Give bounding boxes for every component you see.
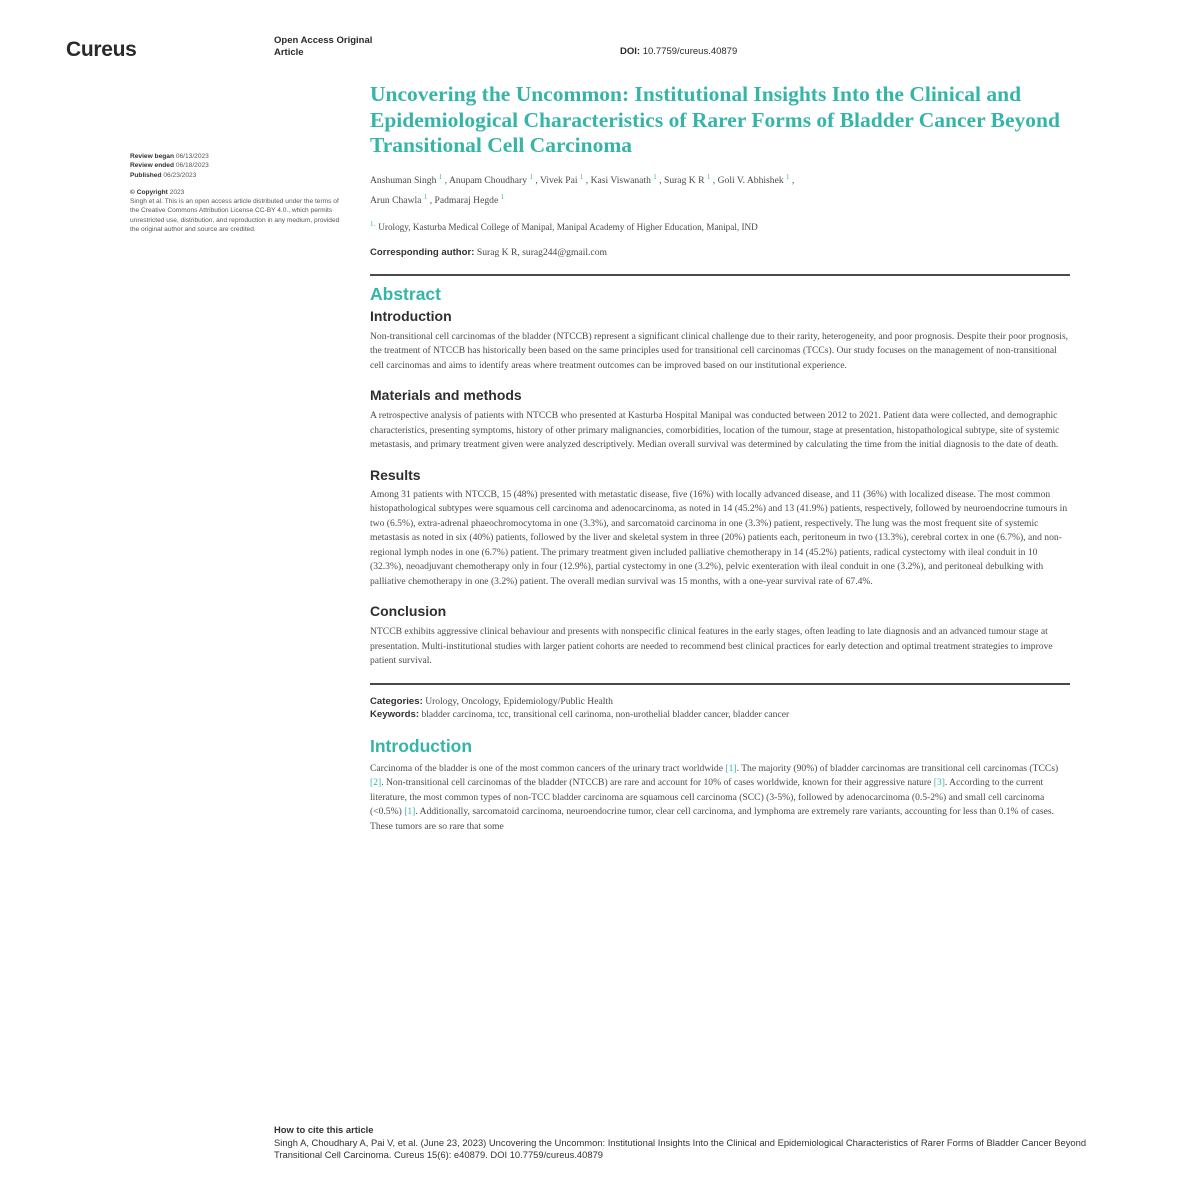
affil-marker: 1 bbox=[529, 172, 533, 181]
journal-logo[interactable]: Cureus bbox=[66, 38, 137, 61]
copyright bbox=[130, 188, 340, 197]
copyright-year: 2023 bbox=[169, 188, 185, 196]
abstract-methods-text: A retrospective analysis of patients with NTCCB who presented at Kasturba Hospital Manipal was conducted between 2012 to 2021. Patient data were collected, and demographic characteristics, presenting symptoms, history of other primary malignancies, comorbidities, location of the tumour, stage at presentation, histopathological subtype, site of systemic metastasis, and primary treatment given were analyzed descriptively. Median overall survival was determined by calculating the time from the initial diagnosis to the date of death. bbox=[370, 410, 1060, 451]
affil-marker: 1 bbox=[653, 172, 657, 181]
intro-sentence: . The majority (90%) of bladder carcinomas are transitional cell carcinomas (TCCs) bbox=[736, 762, 1059, 774]
article-meta bbox=[370, 695, 1070, 722]
published-label: Published bbox=[130, 171, 162, 179]
abstract-heading: Abstract bbox=[370, 283, 441, 304]
review-began-label: Review began bbox=[130, 153, 174, 160]
categories-label: Categories: bbox=[370, 695, 423, 707]
categories bbox=[370, 695, 1070, 709]
review-ended bbox=[130, 161, 340, 170]
article-type bbox=[274, 35, 372, 59]
article-type-line2: Article bbox=[274, 47, 304, 58]
author[interactable]: Vivek Pai bbox=[539, 174, 578, 186]
affiliation-text: Urology, Kasturba Medical College of Manipal, Manipal Academy of Higher Education, Manipal, IND bbox=[378, 221, 758, 232]
abstract-methods-heading: Materials and methods bbox=[370, 387, 522, 404]
affiliation-marker: 1. bbox=[370, 219, 376, 228]
doi-link[interactable]: 10.7759/cureus.40879 bbox=[642, 46, 738, 57]
reference-link[interactable]: [1] bbox=[725, 762, 737, 774]
affil-marker: 1 bbox=[500, 192, 505, 201]
article-type-line1: Open Access Original bbox=[274, 35, 373, 46]
affil-marker: 1 bbox=[423, 192, 428, 201]
author[interactable]: Kasi Viswanath bbox=[590, 174, 651, 186]
review-began-date: 06/13/2023 bbox=[175, 153, 209, 160]
author-list: Anshuman Singh $^1$ , Anupam Choudhary $^1$ , Vivek Pai $^1$ , Kasi Viswanath $^1$ , Surag K R $^1$ , Goli V. Abhishek $^1$ , Arun Chawla $^1$ , Padmaraj Hegde $^1$ bbox=[370, 172, 795, 206]
keywords-label: Keywords: bbox=[370, 709, 420, 721]
intro-sentence: . According to the current literature, the most common types of non-TCC bladder carcinoma are squamous cell carcinoma (SCC) (3-5%), followed by adenocarcinoma (0.5-2%) and small cell carcinoma (<0.5%) bbox=[370, 777, 1045, 818]
corresponding-author bbox=[370, 247, 1070, 258]
abstract-conclusion-heading: Conclusion bbox=[370, 603, 447, 620]
affiliation bbox=[370, 220, 1070, 232]
abstract-results-text: Among 31 patients with NTCCB, 15 (48%) presented with metastatic disease, five (16%) with locally advanced disease, and 11 (36%) with localized disease. The most common histopathological subtypes were squamous cell carcinoma and adenocarcinoma, as noted in 14 (45.2%) and 13 (41.9%) patients, respectively, followed by neuroendocrine tumours in two (6.5%), extra-adrenal phaeochromocytoma in one (3.3%), and sarcomatoid carcinoma in one (3.3%) patient, respectively. The lung was the most frequent site of systemic metastasis as noted in six (40%) patients, followed by the liver and skeletal system in three (20%) patients each, peritoneum in two (13.3%), cerebral cortex in one (6.7%), and non-regional lymph nodes in one (6.7%) patient. The primary treatment given included palliative chemotherapy in 14 (45.2%) patients, radical cystectomy with ileal conduit in 10 (32.3%), neoadjuvant chemotherapy only in four (12.9%), partial cystectomy in one (3.2%), pelvic exenteration with ileal conduit in one (3.2%), and peritoneal debulking with palliative chemotherapy in one (3.2%) patient. The overall median survival was 15 months, with a one-year survival rate of 67.4%. bbox=[370, 488, 1068, 587]
citation-footer bbox=[274, 1124, 1104, 1162]
intro-sentence: . Additionally, sarcomatoid carcinoma, neuroendocrine tumor, clear cell carcinoma, and lymphoma are extremely rare variants, accounting for less than 0.1% of cases. These tumors are so rare that some bbox=[370, 806, 1054, 832]
published-date: 06/23/2023 bbox=[163, 171, 197, 179]
introduction-heading: Introduction bbox=[370, 735, 473, 756]
license-text: Singh et al. This is an open access article distributed under the terms of the Creative Commons Attribution License CC-BY 4.0., which permits unrestricted use, distribution, and reproduction in any medium, provided the original author and source are credited. bbox=[130, 198, 340, 234]
corresponding-value[interactable]: Surag K R, surag244@gmail.com bbox=[476, 246, 607, 258]
author[interactable]: Surag K R bbox=[663, 174, 705, 186]
reference-link[interactable]: [1] bbox=[404, 806, 416, 818]
keywords-value: bladder carcinoma, tcc, transitional cell carinoma, non-urothelial bladder cancer, bladder cancer bbox=[421, 709, 790, 721]
copyright-label: © Copyright bbox=[130, 188, 168, 196]
affil-marker: 1 bbox=[786, 172, 790, 181]
citation-text: Singh A, Choudhary A, Pai V, et al. (June 23, 2023) Uncovering the Uncommon: Institutional Insights Into the Clinical and Epidemiological Characteristics of Rarer Forms of Bladder Cancer Beyond Transitional Cell Carcinoma. Cureus 15(6): e40879. DOI 10.7759/cureus.40879 bbox=[274, 1136, 1087, 1161]
introduction-text bbox=[370, 762, 1070, 835]
affil-marker: 1 bbox=[579, 172, 584, 181]
reference-link[interactable]: [3] bbox=[933, 777, 945, 789]
author[interactable]: Padmaraj Hegde bbox=[434, 194, 499, 206]
published bbox=[130, 171, 340, 180]
author[interactable]: Anshuman Singh bbox=[370, 174, 437, 186]
categories-value[interactable]: Urology, Oncology, Epidemiology/Public Health bbox=[425, 695, 613, 707]
review-ended-label: Review ended bbox=[130, 162, 174, 170]
author[interactable]: Arun Chawla bbox=[370, 194, 422, 206]
citation-heading: How to cite this article bbox=[274, 1124, 374, 1135]
divider bbox=[370, 683, 1070, 685]
affil-marker: 1 bbox=[706, 172, 711, 181]
abstract-introduction-heading: Introduction bbox=[370, 307, 452, 324]
abstract-introduction-text: Non-transitional cell carcinomas of the bladder (NTCCB) represent a significant clinical challenge due to their rarity, heterogeneity, and poor prognosis. Despite their poor prognosis, the treatment of NTCCB has historically been based on the same principles used for transitional cell carcinomas (TCCs). Our study focuses on the management of non-transitional cell carcinomas and aims to identify areas where treatment outcomes can be improved based on our institutional experience. bbox=[370, 330, 1069, 371]
affil-marker: 1 bbox=[438, 172, 443, 181]
corresponding-label: Corresponding author: bbox=[370, 246, 475, 258]
keywords bbox=[370, 708, 1070, 722]
reference-link[interactable]: [2] bbox=[370, 777, 382, 789]
intro-sentence: Carcinoma of the bladder is one of the most common cancers of the urinary tract worldwide bbox=[370, 762, 726, 774]
author[interactable]: Goli V. Abhishek bbox=[717, 174, 784, 186]
author[interactable]: Anupam Choudhary bbox=[448, 174, 528, 186]
doi-label: DOI: bbox=[620, 46, 641, 57]
article-title: Uncovering the Uncommon: Institutional Insights Into the Clinical and Epidemiological Characteristics of Rarer Forms of Bladder Cancer Beyond Transitional Cell Carcinoma bbox=[370, 82, 1060, 157]
review-began bbox=[130, 152, 340, 161]
article-main bbox=[370, 82, 1070, 834]
abstract-results-heading: Results bbox=[370, 466, 421, 483]
doi bbox=[620, 46, 737, 57]
intro-sentence: . Non-transitional cell carcinomas of the bladder (NTCCB) are rare and account for 10% of cases worldwide, known for their aggressive nature bbox=[381, 777, 934, 789]
abstract-conclusion-text: NTCCB exhibits aggressive clinical behaviour and presents with nonspecific clinical features in the early stages, often leading to late diagnosis and an advanced tumour stage at presentation. Multi-institutional studies with larger patient cohorts are needed to recommend best clinical practices for early detection and optimal treatment strategies to improve patient survival. bbox=[370, 626, 1053, 667]
divider bbox=[370, 274, 1070, 276]
review-ended-date: 06/18/2023 bbox=[175, 162, 209, 170]
article-sidebar bbox=[130, 152, 340, 234]
